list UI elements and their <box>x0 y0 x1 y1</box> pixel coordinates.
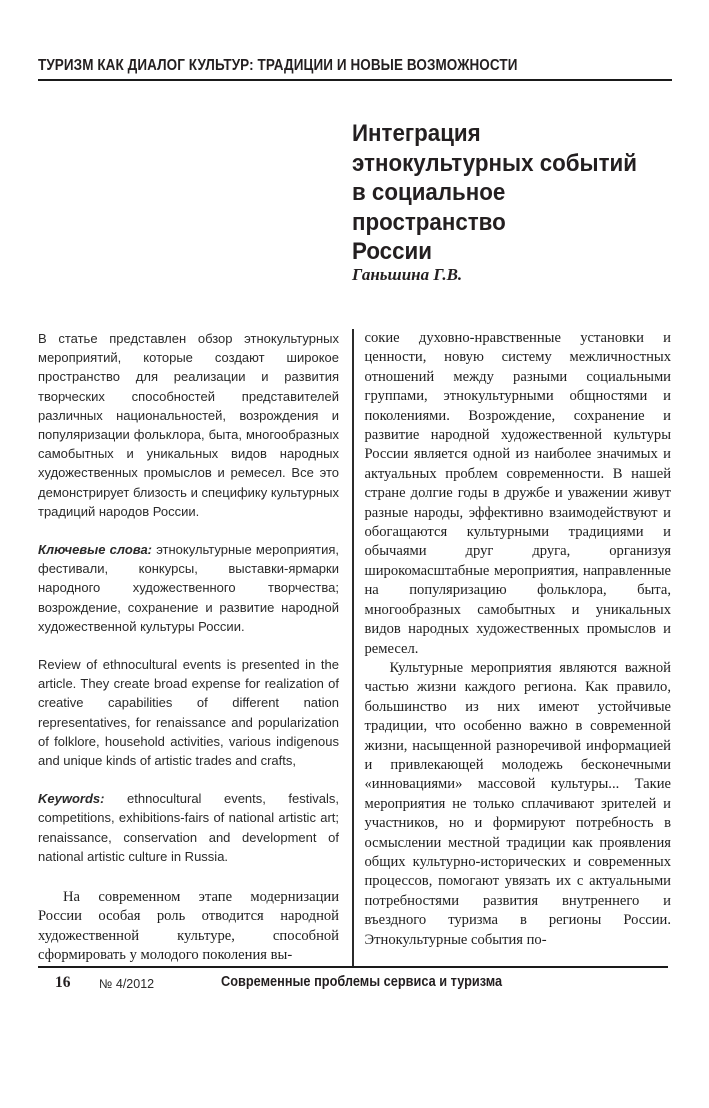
article-title-line: этнокультурных событий <box>352 149 637 177</box>
keywords-english-text: ethnocultural events, festivals, competitions, exhibitions-fairs of national artistic art; renaissance, conservation and development of national artistic culture in Russia. <box>38 791 339 864</box>
author-name: Ганьшина Г.В. <box>352 265 463 284</box>
body-paragraph-right-1: сокие духовно-нравственные установки и ценности, новую систему межличностных отношений между разными социальными группами, этнокультурными общностями и поколениями. Возрождение, сохранение и развитие народной художественной культуры России является одной из наиболее значимых и актуальных проблем современности. В нашей стране долгие годы в дружбе и уважении живут разные народы, эффективно взаимодействуют и обогащаются культурными традициями и обычаями друг друга, организуя широкомасштабные мероприятия, направленные на популяризацию фольклора, быта, многообразных самобытных и уникальных видов народных художественных промыслов и ремесел. <box>364 330 671 657</box>
footer-rule <box>38 966 668 968</box>
page-number: 16 <box>55 974 71 991</box>
article-title-line: Интеграция <box>352 120 481 147</box>
article-title <box>352 119 659 267</box>
keywords-russian-text: этнокультурные мероприятия, фестивали, конкурсы, выставки-ярмарки народного художественного творчества; возрождение, сохранение и развитие народной художественной культуры России. <box>38 542 339 634</box>
issue-label: № 4/2012 <box>99 977 155 991</box>
body-columns <box>38 329 671 966</box>
abstract-english: Review of ethnocultural events is presented in the article. They create broad expense for realization of creative capabilities of different nation representatives, for renaissance and popularization of folklore, household activities, various indigenous and unique kinds of artistic trades and crafts, <box>38 657 339 769</box>
journal-title: Современные проблемы сервиса и туризма <box>221 974 503 990</box>
right-column <box>365 329 672 966</box>
keywords-russian-label: Ключевые слова: <box>38 542 153 558</box>
body-paragraph-left: На современном этапе модернизации России особая роль отводится народной художественной культуре, способной сформировать у молодого поколения вы- <box>38 889 339 964</box>
running-head: ТУРИЗМ КАК ДИАЛОГ КУЛЬТУР: ТРАДИЦИИ И НОВЫЕ ВОЗМОЖНОСТИ <box>38 57 518 74</box>
article-title-line: России <box>352 238 432 265</box>
keywords-russian <box>38 540 339 636</box>
body-paragraph-right-2: Культурные мероприятия являются важной частью жизни каждого региона. Как правило, большинство из них имеют устойчивые традиции, что особенно важно в современной жизни, насыщенной разноречивой информацией и привлекающей молодежь бесконечными «инновациями» массовой культуры... Такие мероприятия не только сплачивают зрителей и участников, но и формируют потребность в осмыслении местной традиции как проявления общих культурно-исторических и современных процессов, помогают увязать их с актуальными потребностями развития внутреннего и въездного туризма в регионы России. Этнокультурные события по- <box>364 659 671 948</box>
keywords-english-label: Keywords: <box>38 791 105 807</box>
column-divider-rule <box>352 329 354 966</box>
left-column <box>38 329 339 966</box>
article-title-line: в социальное пространство <box>352 179 506 236</box>
keywords-english <box>38 789 339 866</box>
header-rule <box>38 79 672 81</box>
abstract-russian: В статье представлен обзор этнокультурных мероприятий, которые создают широкое пространство для реализации и развития творческих способностей представителей различных национальностей, возрождения и популяризации фольклора, быта, многообразных самобытных и уникальных видов народных художественных промыслов и ремесел. Все это демонстрирует близость и специфику культурных традиций народов России. <box>38 331 339 519</box>
